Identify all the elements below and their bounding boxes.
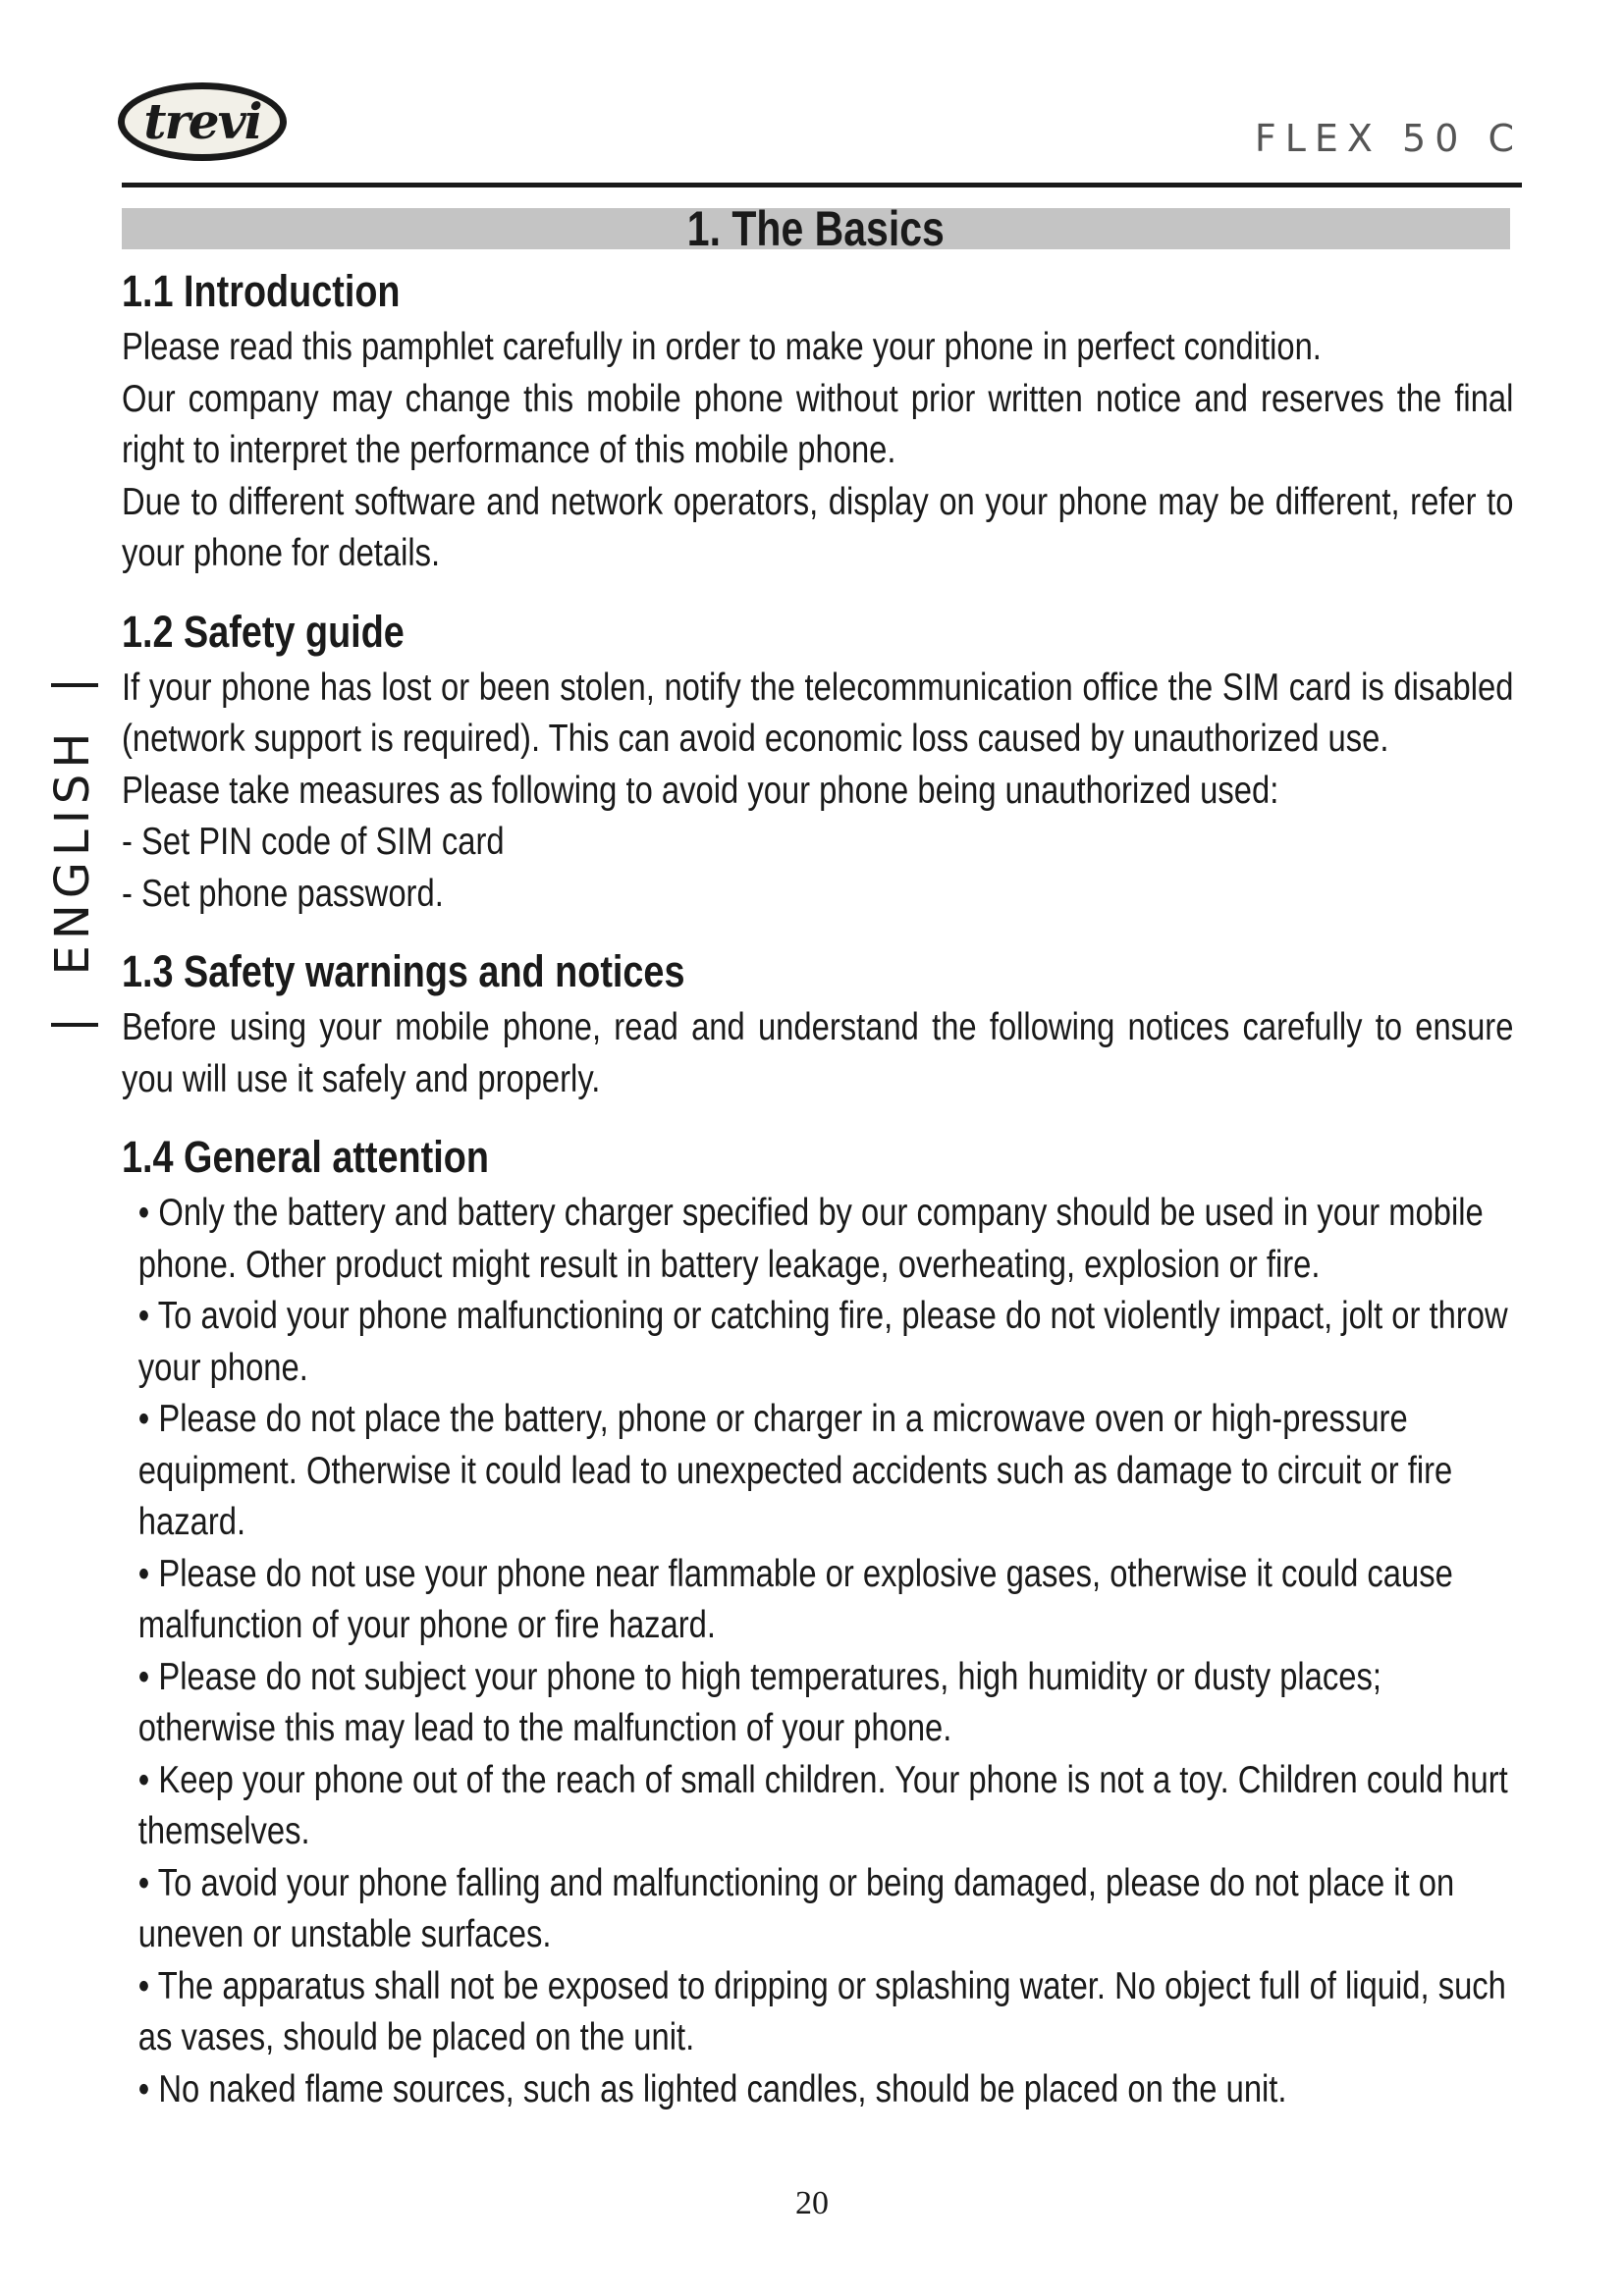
list-item: • The apparatus shall not be exposed to dripping or splashing water. No object full of liquid, such as vases, should be placed on the unit. [137, 1964, 1506, 2058]
list-item: - Set PIN code of SIM card [122, 821, 505, 863]
language-tab-bottom-line [51, 1023, 98, 1027]
safety-warnings-paragraph: Before using your mobile phone, read and understand the following notices carefully to ensure you will use it safely and properly. [122, 1006, 1514, 1100]
header-rule [122, 183, 1522, 187]
chapter-title: 1. The Basics [686, 201, 946, 256]
language-tab [45, 677, 104, 1031]
section-heading-safety-warnings: 1.3 Safety warnings and notices [122, 946, 685, 996]
introduction-body [122, 322, 1513, 580]
chapter-bar [122, 201, 1510, 256]
language-tab-label: ENGLISH [45, 726, 100, 976]
list-item: • Please do not use your phone near flammable or explosive gases, otherwise it could cause malfunction of your phone or fire hazard. [137, 1552, 1453, 1646]
safety-warnings-body [122, 1002, 1513, 1105]
safety-guide-body [122, 663, 1513, 921]
page-content [122, 261, 1514, 2115]
list-item: - Set phone password. [122, 872, 444, 915]
intro-paragraph: Please read this pamphlet carefully in order to make your phone in perfect condition. [122, 326, 1322, 368]
list-item: • Please do not subject your phone to high temperatures, high humidity or dusty places; otherwise this may lead to the malfunction of your phone. [137, 1655, 1381, 1749]
page-number: 20 [795, 2185, 829, 2221]
brand-logo-text: trevi [143, 92, 261, 150]
section-heading-general-attention: 1.4 General attention [122, 1132, 489, 1182]
safety-guide-paragraph: If your phone has lost or been stolen, notify the telecommunication office the SIM card is disabled (network support is required). This can avoid economic loss caused by unauthorized use. [122, 666, 1514, 760]
list-item: • To avoid your phone malfunctioning or catching fire, please do not violently impact, jolt or throw your phone. [137, 1295, 1508, 1389]
model-name: FLEX 50 C [1254, 117, 1523, 160]
list-item: • No naked flame sources, such as lighted candles, should be placed on the unit. [137, 2067, 1287, 2110]
section-heading-safety-guide: 1.2 Safety guide [122, 606, 405, 657]
list-item: • Keep your phone out of the reach of small children. Your phone is not a toy. Children could hurt themselves. [137, 1758, 1508, 1852]
brand-logo [118, 82, 287, 161]
list-item: • Only the battery and battery charger specified by our company should be used in your mobile phone. Other product might result in battery leakage, overheating, explosion or fire. [137, 1192, 1484, 1286]
intro-paragraph: Due to different software and network operators, display on your phone may be different, refer to your phone for details. [122, 480, 1514, 574]
intro-paragraph: Our company may change this mobile phone without prior written notice and reserves the final right to interpret the performance of this mobile phone. [122, 377, 1514, 471]
section-heading-introduction: 1.1 Introduction [122, 266, 401, 316]
list-item: • To avoid your phone falling and malfunctioning or being damaged, please do not place it on uneven or unstable surfaces. [137, 1861, 1455, 1955]
safety-guide-paragraph: Please take measures as following to avoid your phone being unauthorized used: [122, 769, 1279, 812]
list-item: • Please do not place the battery, phone or charger in a microwave oven or high-pressure equipment. Otherwise it could lead to unexpected accidents such as damage to circuit or fire hazard. [137, 1398, 1453, 1543]
general-attention-list [122, 1188, 1513, 2115]
language-tab-top-line [51, 683, 98, 687]
